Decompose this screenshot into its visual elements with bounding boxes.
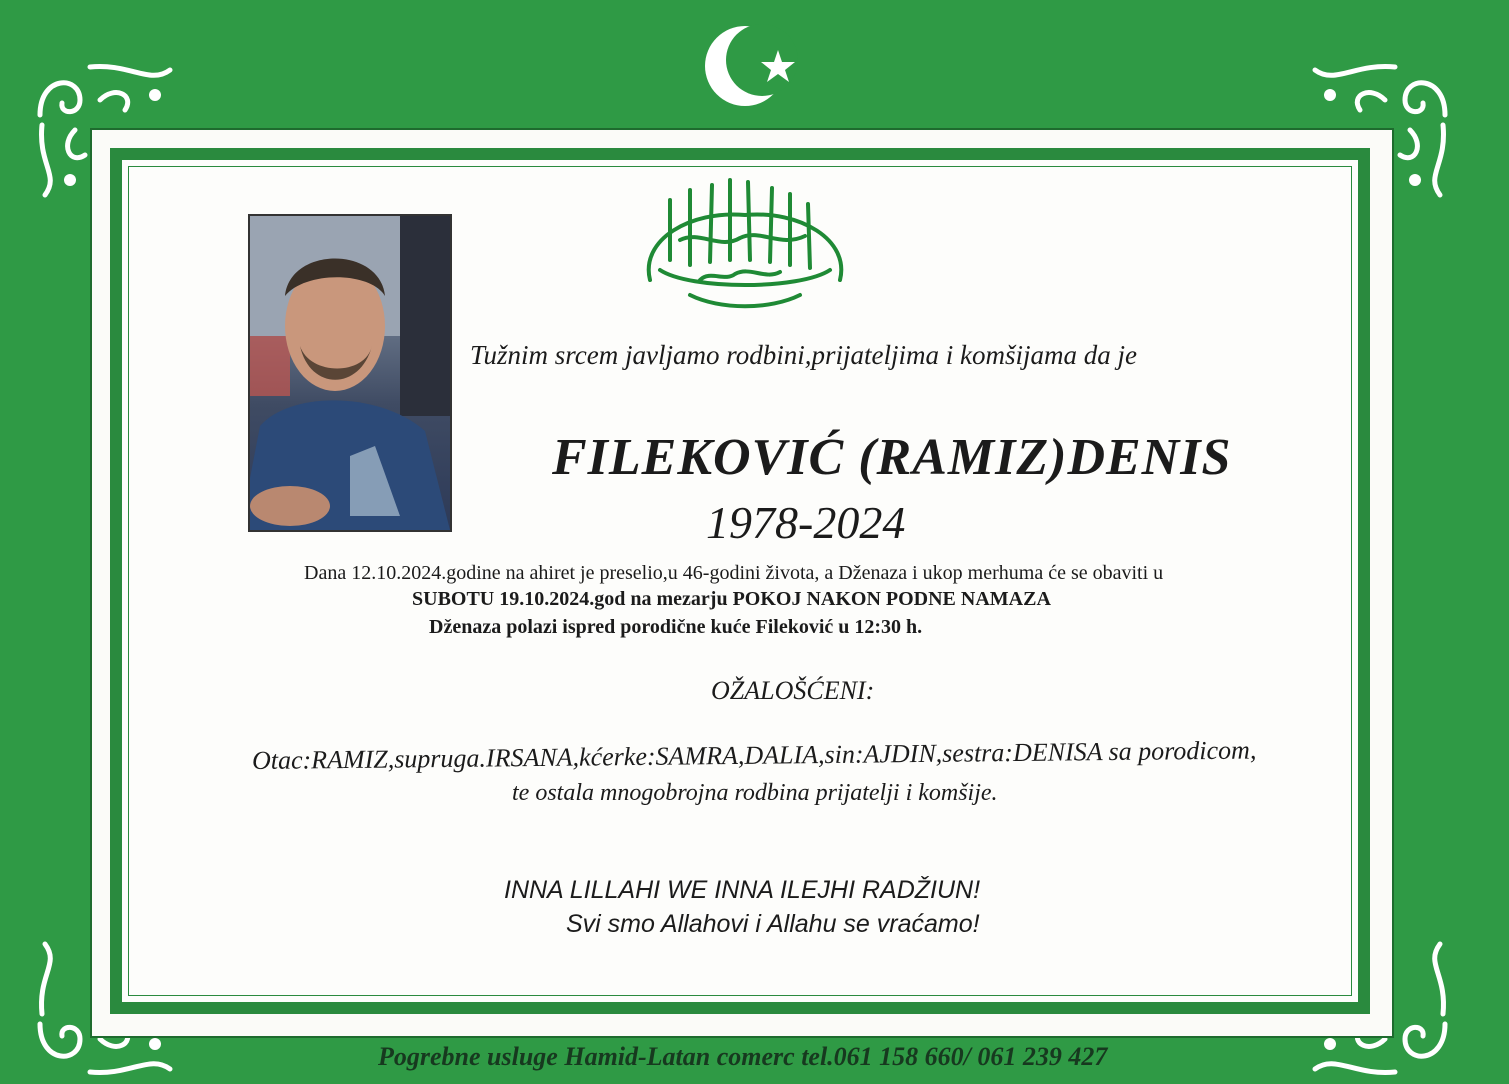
crescent-star-icon	[700, 16, 810, 116]
details-line-3: Dženaza polazi ispred porodične kuće Fileković u 12:30 h.	[429, 616, 923, 638]
dua-line-2: Svi smo Allahovi i Allahu se vraćamo!	[566, 910, 980, 938]
calligraphy-emblem	[630, 170, 860, 315]
mourners-others: te ostala mnogobrojna rodbina prijatelji i komšije.	[512, 780, 998, 806]
intro-text: Tužnim srcem javljamo rodbini,prijateljima i komšijama da je	[470, 340, 1137, 370]
life-years: 1978-2024	[706, 497, 906, 548]
dua-line-1: INNA LILLAHI WE INNA ILEJHI RADŽIUN!	[504, 876, 981, 904]
mourners-family: Otac:RAMIZ,supruga.IRSANA,kćerke:SAMRA,DALIA,sin:AJDIN,sestra:DENISA sa porodicom,	[251, 735, 1257, 775]
mourners-heading: OŽALOŠĆENI:	[711, 676, 875, 705]
funeral-service-footer: Pogrebne usluge Hamid-Latan comerc tel.061 158 660/ 061 239 427	[378, 1042, 1108, 1071]
deceased-photo	[248, 214, 452, 532]
details-line-2: SUBOTU 19.10.2024.god na mezarju POKOJ NAKON PODNE NAMAZA	[412, 588, 1051, 610]
deceased-name: FILEKOVIĆ (RAMIZ)DENIS	[552, 429, 1232, 486]
details-line-1: Dana 12.10.2024.godine na ahiret je preselio,u 46-godini života, a Dženaza i ukop merhuma će se obaviti u	[304, 562, 1164, 584]
portrait-figure	[250, 216, 450, 530]
